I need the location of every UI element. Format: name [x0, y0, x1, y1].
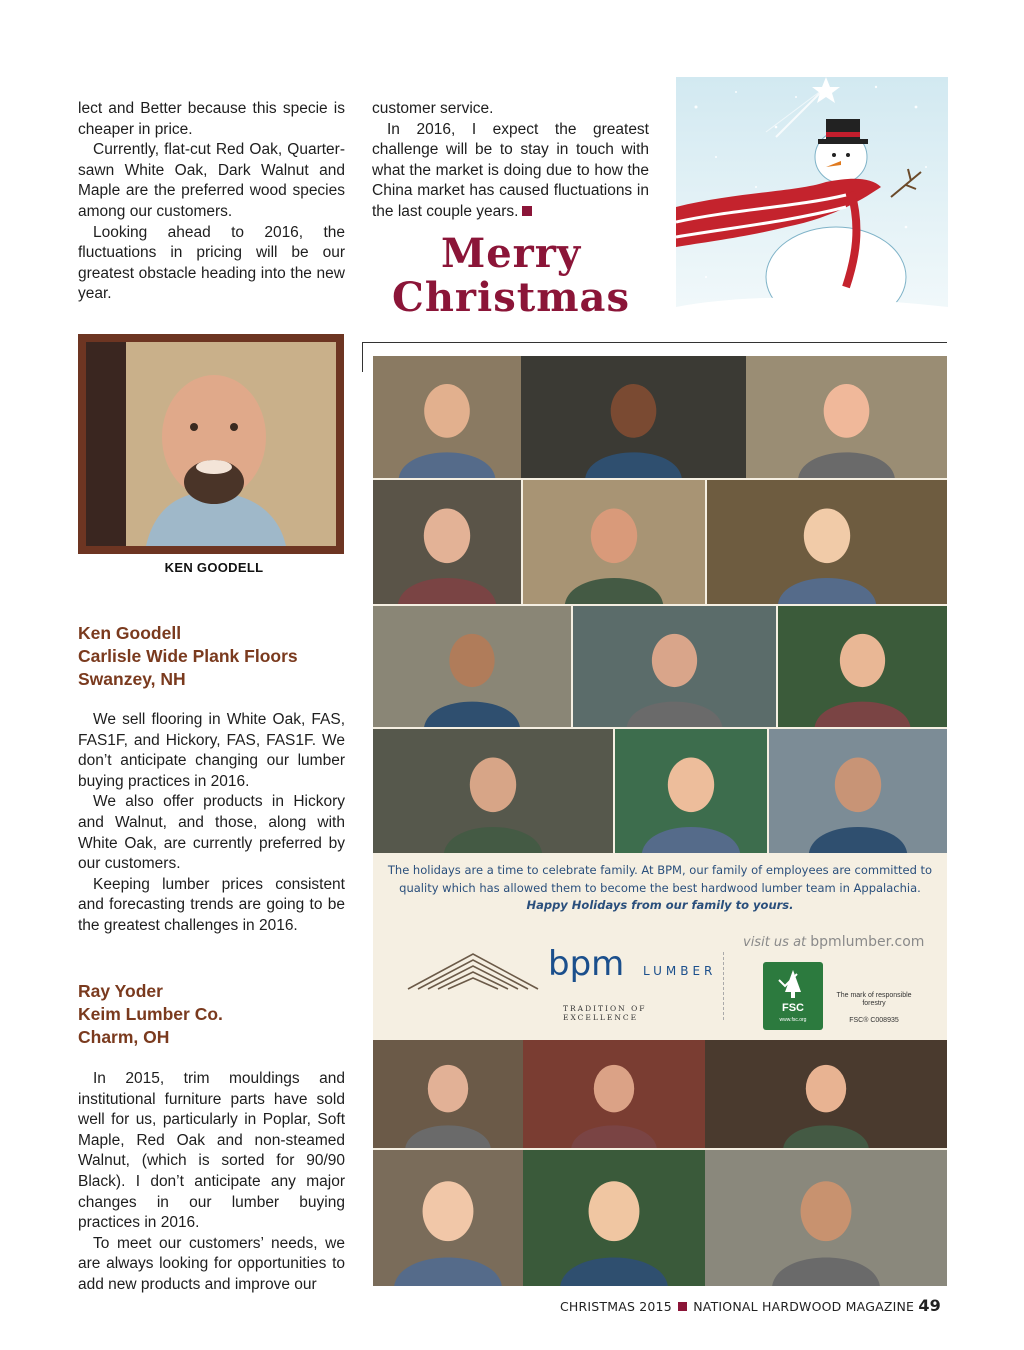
person-icon — [373, 729, 613, 853]
fsc-logo — [763, 962, 823, 1030]
portrait-image — [86, 342, 336, 546]
profile-name: Ray Yoder — [78, 981, 163, 1001]
person-icon — [705, 1150, 947, 1286]
photo-tile — [521, 356, 746, 478]
photo-tile — [373, 480, 521, 604]
fsc-mark-text: The mark of responsible forestry — [836, 992, 912, 1007]
greeting-line-2: Christmas — [392, 274, 630, 321]
person-icon — [523, 1150, 705, 1286]
photo-tile — [523, 1150, 705, 1286]
photo-tile — [615, 729, 767, 853]
profile-heading-ken — [78, 622, 298, 691]
end-mark-icon — [522, 206, 532, 216]
person-icon — [705, 1040, 947, 1148]
profile-company: Carlisle Wide Plank Floors — [78, 646, 298, 666]
person-icon — [373, 606, 571, 727]
snowman-illustration — [676, 77, 948, 327]
website-url: bpmlumber.com — [810, 934, 925, 950]
paragraph: Currently, flat-cut Red Oak, Quarter-sawn White Oak, Dark Walnut and Maple are the preferred wood species among our customers. — [78, 141, 345, 220]
photo-tile — [707, 480, 947, 604]
paragraph: In 2015, trim mouldings and institutional furniture parts have sold well for us, particularly in Poplar, Soft Maple, Red Oak and non-steamed Walnut, (which is sorted for 90/90 Black). I don’t anticipate any major changes in our lumber buying practices in 2016. — [78, 1070, 345, 1232]
photo-tile — [373, 356, 521, 478]
photo-tile — [373, 729, 613, 853]
ad-border-line — [362, 342, 363, 372]
profile-name: Ken Goodell — [78, 623, 182, 643]
person-icon — [523, 1040, 705, 1148]
person-icon — [373, 356, 521, 478]
photo-caption: KEN GOODELL — [164, 560, 264, 575]
profile-location: Swanzey, NH — [78, 669, 186, 689]
profile-heading-ray — [78, 980, 223, 1049]
brand-suffix: LUMBER — [643, 964, 717, 978]
ad-message — [383, 862, 937, 915]
photo-tile — [746, 356, 947, 478]
paragraph — [372, 120, 649, 223]
bpm-logo — [403, 944, 717, 1024]
photo-tile — [523, 1040, 705, 1148]
brand-name: bpm — [548, 944, 625, 984]
person-icon — [707, 480, 947, 604]
merry-christmas-greeting — [386, 232, 636, 320]
fsc-code: FSC® C008935 — [849, 1017, 899, 1024]
profile-body-ken — [78, 710, 345, 937]
snowman-icon — [676, 77, 948, 327]
profile-location: Charm, OH — [78, 1027, 170, 1047]
profile-company: Keim Lumber Co. — [78, 1004, 223, 1024]
bpm-lumber-advertisement — [373, 356, 947, 1286]
paragraph-text: In 2016, I expect the greatest challenge will be to stay in touch with what the market is doing due to how the China market has caused fluctuations in the last couple years. — [372, 120, 649, 220]
person-icon — [86, 342, 336, 546]
ken-goodell-photo — [78, 334, 344, 554]
photo-tile — [778, 606, 947, 727]
person-icon — [746, 356, 947, 478]
ad-border-line — [362, 342, 947, 343]
tree-check-icon — [763, 962, 823, 1002]
person-icon — [778, 606, 947, 727]
brand-tagline: TRADITION OF EXCELLENCE — [563, 1004, 647, 1022]
divider — [723, 952, 724, 1020]
paragraph: Looking ahead to 2016, the fluctuations in pricing will be our greatest obstacle heading into the new year. — [78, 223, 345, 303]
person-icon — [573, 606, 776, 727]
person-icon — [373, 1150, 523, 1286]
magazine-name: NATIONAL HARDWOOD MAGAZINE — [693, 1299, 915, 1314]
greeting-line-1: Merry — [440, 230, 582, 277]
fsc-label: FSC — [782, 1002, 804, 1014]
article-column-2-top — [372, 99, 649, 223]
photo-tile — [523, 480, 705, 604]
profile-body-ray — [78, 1069, 345, 1296]
page-number: 49 — [918, 1296, 941, 1315]
paragraph: To meet our customers’ needs, we are always looking for opportunities to add new products and improve our — [78, 1234, 345, 1293]
ad-website — [743, 934, 924, 950]
photo-tile — [373, 1040, 523, 1148]
ad-message-emphasis: Happy Holidays from our family to yours. — [526, 898, 794, 912]
person-icon — [521, 356, 746, 478]
paragraph: lect and Better because this specie is cheaper in price. — [78, 100, 345, 138]
person-icon — [769, 729, 947, 853]
person-icon — [373, 480, 521, 604]
photo-tile — [573, 606, 776, 727]
paragraph: We sell flooring in White Oak, FAS, FAS1F, and Hickory, FAS, FAS1F. We don’t anticipate changing our lumber buying practices in 2016. — [78, 711, 345, 790]
photo-tile — [769, 729, 947, 853]
photo-tile — [705, 1040, 947, 1148]
roof-logo-icon — [403, 944, 543, 994]
photo-tile — [373, 606, 571, 727]
paragraph: customer service. — [372, 100, 494, 117]
person-icon — [615, 729, 767, 853]
paragraph: Keeping lumber prices consistent and forecasting trends are going to be the greatest challenges in 2016. — [78, 875, 345, 934]
ad-message-text: The holidays are a time to celebrate family. At BPM, our family of employees are committed to quality which has allowed them to become the best hardwood lumber team in Appalachia. — [387, 863, 933, 895]
page-footer — [560, 1296, 941, 1315]
person-icon — [373, 1040, 523, 1148]
issue-label: CHRISTMAS 2015 — [559, 1299, 672, 1314]
separator-icon — [678, 1302, 687, 1311]
photo-tile — [705, 1150, 947, 1286]
fsc-url: www.fsc.org — [779, 1017, 807, 1023]
photo-tile — [373, 1150, 523, 1286]
paragraph: We also offer products in Hickory and Walnut, and those, along with White Oak, are currently preferred by our customers. — [78, 793, 345, 873]
visit-prefix: visit us at — [743, 935, 807, 950]
person-icon — [523, 480, 705, 604]
article-column-1-top — [78, 99, 345, 305]
